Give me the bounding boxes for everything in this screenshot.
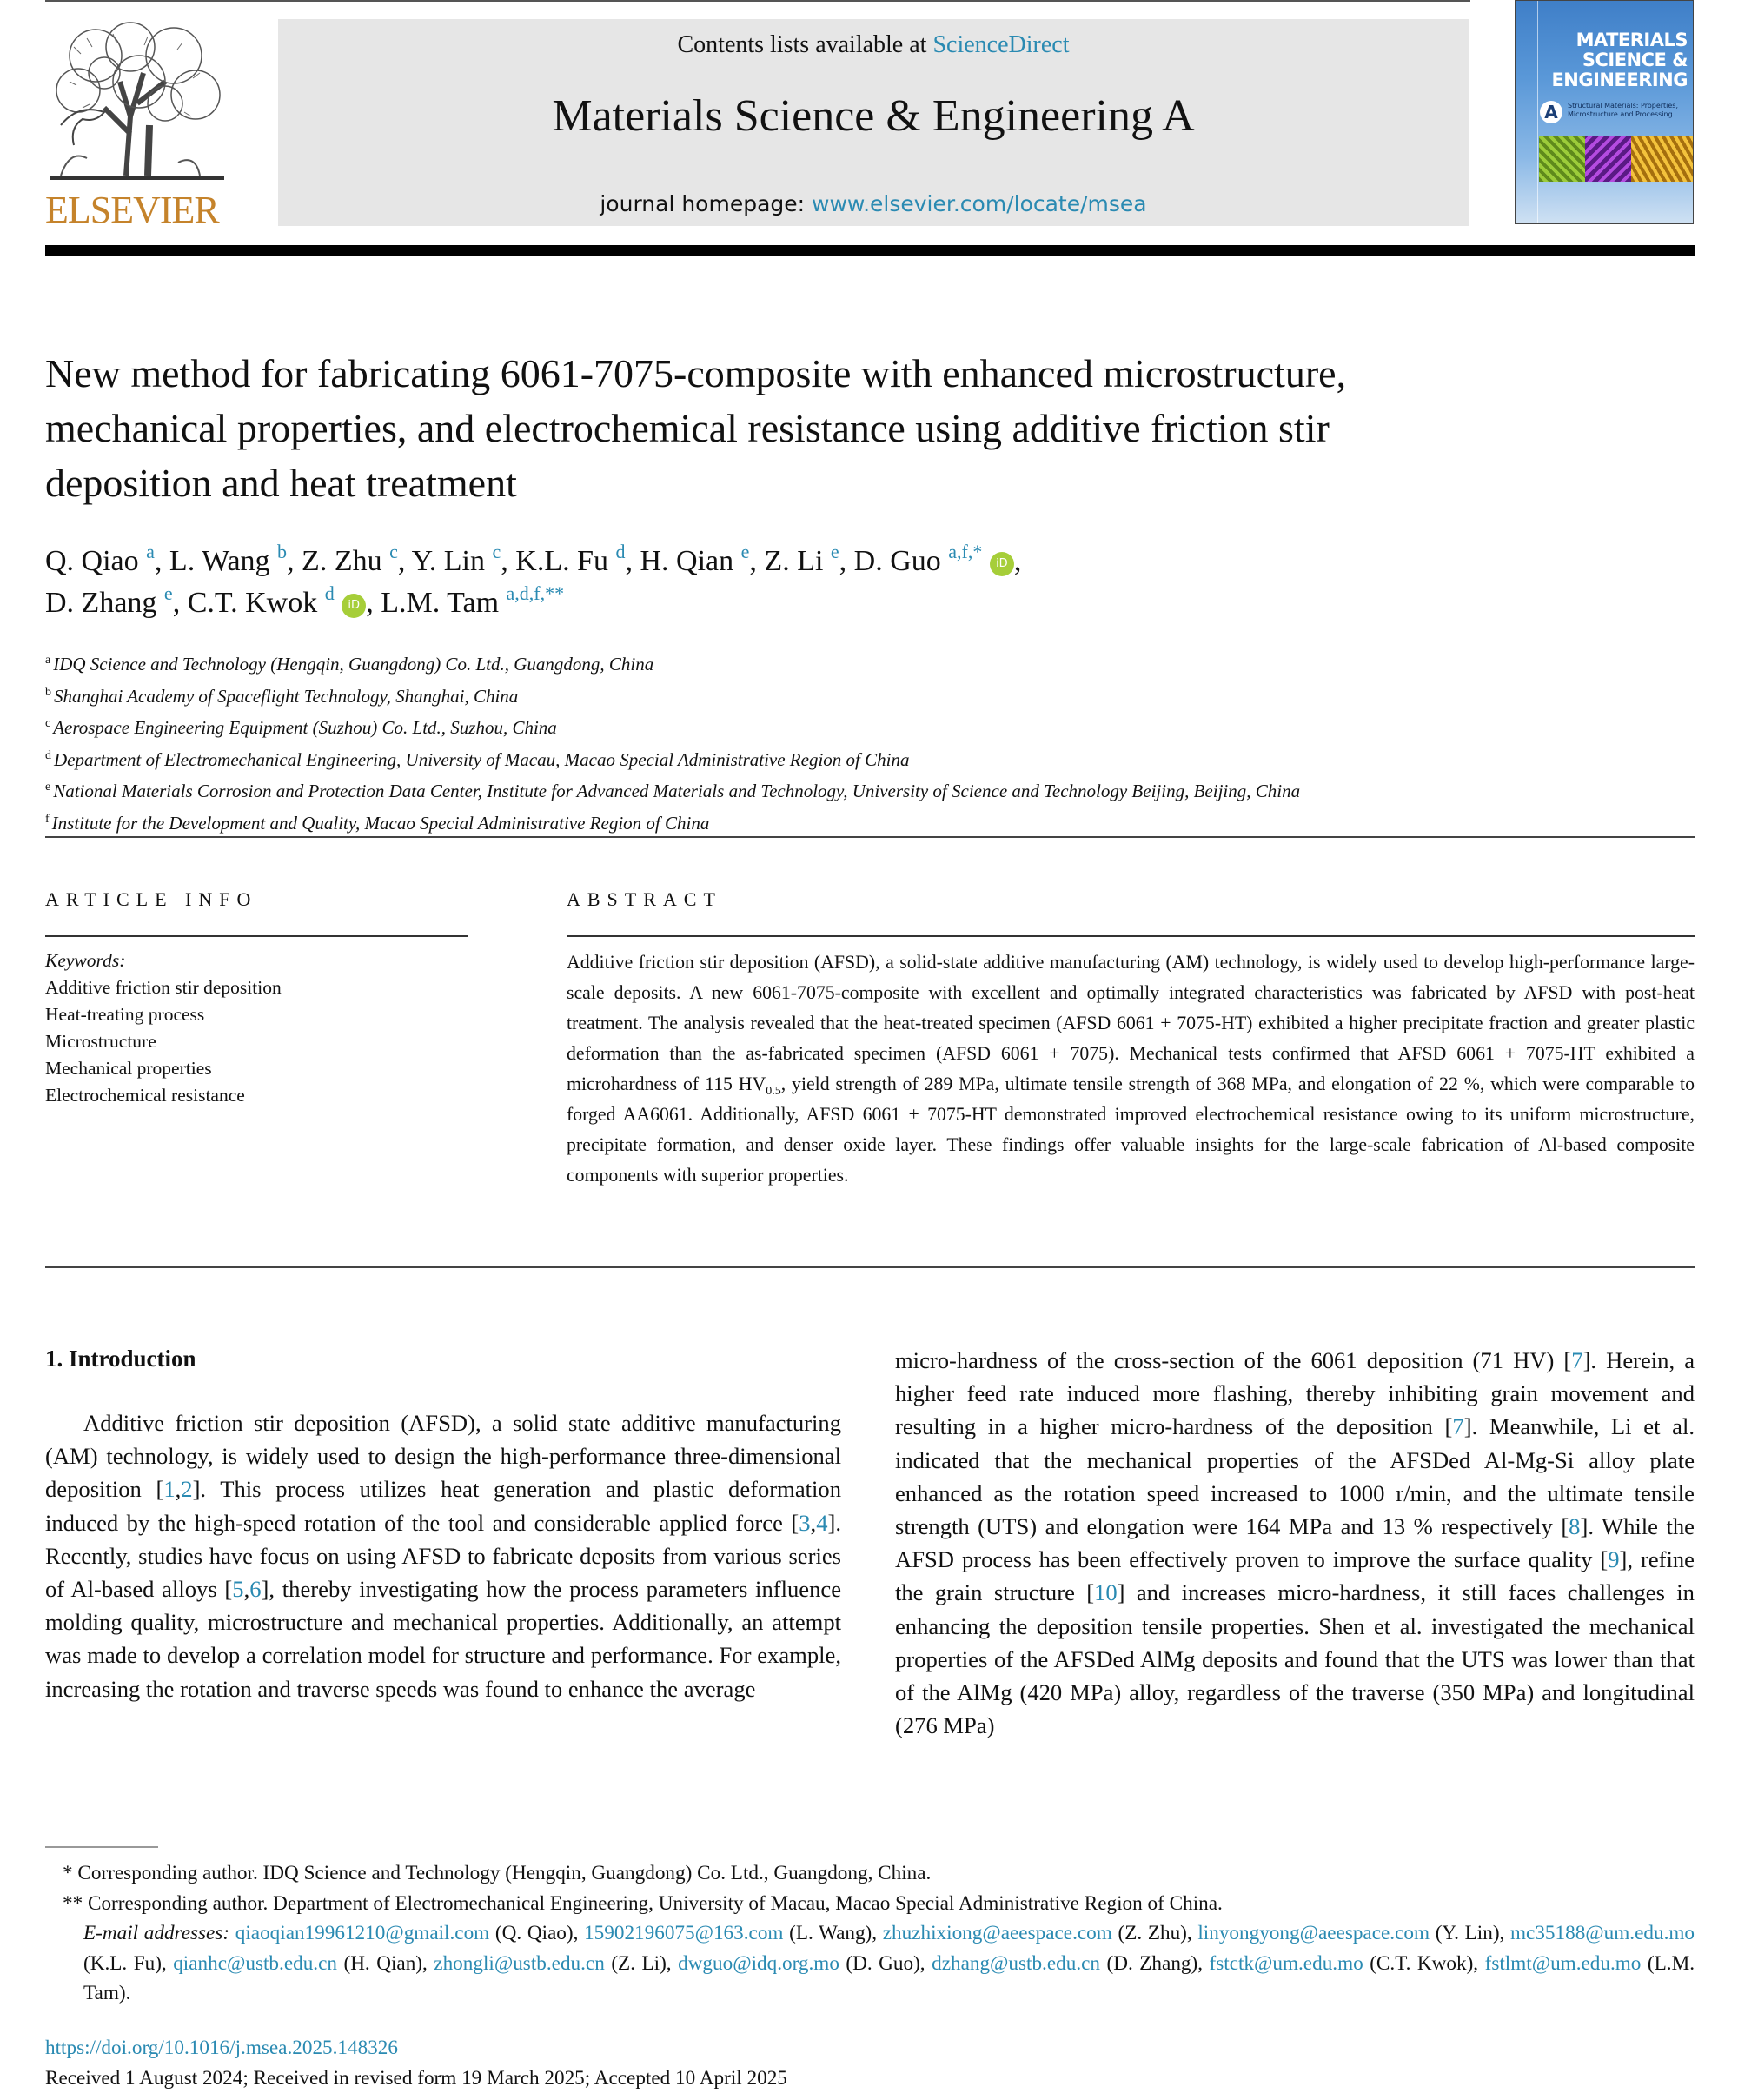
cover-title-line: ENGINEERING xyxy=(1551,70,1688,90)
body-column-left: Additive friction stir deposition (AFSD), a solid state additive manufacturing (AM) technology, is widely used to design the high-performance three-dimensional deposition [1,2]. This process utilizes heat generation and plastic deformation induced by the high-speed rotation of the tool and considerable applied force [3,4]. Recently, studies have focus on using AFSD to fabricate deposits from various series of Al-based alloys [5,6], thereby investigating how the process parameters influence molding quality, microstructure and mechanical properties. Additionally, an attempt was made to develop a correlation model for structure and performance. For example, increasing the rotation and traverse speeds was found to enhance the average xyxy=(45,1410,841,1702)
email-link[interactable]: qiaoqian19961210@gmail.com xyxy=(235,1922,490,1944)
top-rule xyxy=(45,0,1470,2)
author-name[interactable]: D. Guo xyxy=(853,545,941,577)
affiliation-item xyxy=(45,742,1609,774)
doi-link[interactable]: https://doi.org/10.1016/j.msea.2025.148326 xyxy=(45,2037,398,2059)
affiliation-text: Aerospace Engineering Equipment (Suzhou) Co. Ltd., Suzhou, China xyxy=(53,717,557,738)
cover-micrograph-purple xyxy=(1585,136,1631,182)
email-link[interactable]: zhuzhixiong@aeespace.com xyxy=(882,1922,1112,1944)
cover-title-line: SCIENCE & xyxy=(1582,50,1688,70)
keyword[interactable]: Additive friction stir deposition xyxy=(45,977,282,998)
orcid-icon[interactable]: iD xyxy=(990,552,1014,576)
keywords-block xyxy=(45,947,480,1109)
section-rule xyxy=(45,1266,1695,1268)
affiliation-marker[interactable]: a,f,* xyxy=(948,541,983,562)
author-name[interactable]: Y. Lin xyxy=(411,545,485,577)
cover-subtitle: Structural Materials: Properties, Microstructure and Processing xyxy=(1568,102,1679,118)
affiliation-marker[interactable]: a,d,f,** xyxy=(506,582,565,604)
abstract-part-1: Additive friction stir deposition (AFSD), a solid-state additive manufacturing (AM) technology, is widely used to develop high-performance large-scale deposits. A new 6061-7075-composite with excellent and optimally integrated characteristics was fabricated by AFSD with post-heat treatment. The analysis revealed that the heat-treated specimen (AFSD 6061 + 7075-HT) exhibited a higher precipitate fraction and greater plastic deformation than the as-fabricated specimen (AFSD 6061 + 7075). Mechanical tests confirmed that AFSD 6061 + 7075-HT exhibited a microhardness of 115 HV xyxy=(567,952,1695,1094)
footnotes xyxy=(45,1858,1695,2009)
header-rule xyxy=(45,245,1695,256)
email-link[interactable]: zhongli@ustb.edu.cn xyxy=(434,1951,605,1975)
email-link[interactable]: dwguo@idq.org.mo xyxy=(678,1951,839,1975)
orcid-icon[interactable]: iD xyxy=(342,594,366,618)
journal-header xyxy=(278,19,1469,226)
citation-link[interactable]: 7 xyxy=(1452,1413,1464,1440)
affiliation-marker[interactable]: e xyxy=(740,541,750,562)
email-link[interactable]: linyongyong@aeespace.com xyxy=(1197,1922,1430,1944)
email-link[interactable]: dzhang@ustb.edu.cn xyxy=(932,1951,1101,1975)
elsevier-wordmark: ELSEVIER xyxy=(45,189,219,231)
citation-link[interactable]: 9 xyxy=(1608,1546,1620,1573)
affiliation-key: f xyxy=(45,812,50,826)
citation-link[interactable]: 7 xyxy=(1571,1347,1583,1373)
affiliation-item xyxy=(45,806,1609,838)
affiliation-marker[interactable]: e xyxy=(830,541,839,562)
author-name[interactable]: Z. Li xyxy=(764,545,824,577)
affiliation-text: IDQ Science and Technology (Hengqin, Guangdong) Co. Ltd., Guangdong, China xyxy=(53,654,654,675)
author-name[interactable]: H. Qian xyxy=(640,545,734,577)
abstract-text xyxy=(567,947,1695,1191)
sciencedirect-link[interactable]: ScienceDirect xyxy=(932,31,1070,58)
citation-link[interactable]: 8 xyxy=(1569,1513,1581,1540)
body-column-right: micro-hardness of the cross-section of the 6061 deposition (71 HV) [7]. Herein, a higher feed rate induced more flashing, thereby inhibiting grain movement and resulting in a higher micro-hardness of the deposition [7]. Meanwhile, Li et al. indicated that the mechanical properties of the AFSDed Al-Mg-Si alloy plate enhanced as the rotation speed increased to 1000 r/min, and the ultimate tensile strength (UTS) and elongation were 164 MPa and 13 % respectively [8]. While the AFSD process has been effectively proven to improve the surface quality [9], refine the grain structure [10] and increases micro-hardness, it still faces challenges in enhancing the deposition tensile properties. Shen et al. investigated the mechanical properties of the AFSDed AlMg deposits and found that the UTS was lower than that of the AlMg (420 MPa) alloy, regardless of the traverse (350 MPa) and longitudinal (276 MPa) xyxy=(895,1347,1695,1739)
cover-micrograph-yellow xyxy=(1631,136,1694,182)
email-link[interactable]: fstctk@um.edu.mo xyxy=(1209,1951,1363,1975)
affiliation-marker[interactable]: c xyxy=(492,541,501,562)
email-link[interactable]: 15902196075@163.com xyxy=(584,1922,784,1944)
author-name[interactable]: L. Wang xyxy=(169,545,270,577)
contents-prefix: Contents lists available at xyxy=(677,31,933,58)
cover-divider xyxy=(1537,1,1538,224)
contents-line xyxy=(278,31,1469,59)
email-link[interactable]: fstlmt@um.edu.mo xyxy=(1484,1951,1642,1975)
author-list: Q. Qiao $^a$, L. Wang $^b$, Z. Zhu $^c$, Y. Lin $^c$, K.L. Fu $^d$, H. Qian $^e$, Z. Li $^e$, D. Guo $^{a,f,*}$ iD , D. Zhang $^e$, C.T. Kwok $^d$ iD , L.M. Tam $^{a,d,f,**}$ xyxy=(45,541,1022,619)
section-heading-introduction: 1. Introduction xyxy=(45,1346,196,1372)
citation-link[interactable]: 2 xyxy=(181,1476,193,1503)
article-info-heading: ARTICLE INFO xyxy=(45,888,258,910)
email-link[interactable]: mc35188@um.edu.mo xyxy=(1510,1922,1695,1944)
article-info-rule xyxy=(45,935,468,937)
homepage-prefix: journal homepage: xyxy=(600,191,813,216)
affiliation-item xyxy=(45,710,1609,742)
citation-link[interactable]: 4 xyxy=(816,1509,828,1536)
elsevier-logo[interactable] xyxy=(43,21,230,229)
affiliation-list xyxy=(45,647,1609,837)
journal-title: Materials Science & Engineering A xyxy=(552,91,1195,141)
affiliation-key: d xyxy=(45,748,51,762)
email-addresses: E-mail addresses: qiaoqian19961210@gmail.com (Q. Qiao), 15902196075@163.com (L. Wang), zhuzhixiong@aeespace.com (Z. Zhu), linyongyong@aeespace.com (Y. Lin), mc35188@um.edu.mo (K.L. Fu), qianhc@ustb.edu.cn (H. Qian), zhongli@ustb.edu.cn (Z. Li), dwguo@idq.org.mo (D. Guo), dzhang@ustb.edu.cn (D. Zhang), fstctk@um.edu.mo (C.T. Kwok), fstlmt@um.edu.mo (L.M. Tam). xyxy=(83,1922,1695,2004)
affiliation-text: Shanghai Academy of Spaceflight Technology, Shanghai, China xyxy=(54,685,519,707)
article-dates: Received 1 August 2024; Received in revised form 19 March 2025; Accepted 10 April 2025 xyxy=(45,2067,787,2090)
affiliation-key: c xyxy=(45,717,51,730)
abstract-heading: ABSTRACT xyxy=(567,888,722,910)
abstract-subscript: 0.5 xyxy=(766,1085,781,1098)
author-name[interactable]: C.T. Kwok xyxy=(187,587,318,619)
affiliation-marker[interactable]: a xyxy=(146,541,155,562)
citation-link[interactable]: 6 xyxy=(249,1576,262,1603)
keyword[interactable]: Mechanical properties xyxy=(45,1058,212,1079)
citation-link[interactable]: 10 xyxy=(1094,1579,1118,1606)
section-rule xyxy=(45,836,1695,838)
footnote-rule xyxy=(45,1846,158,1848)
journal-cover-thumbnail[interactable] xyxy=(1515,0,1694,224)
abstract-part-2: , yield strength of 289 MPa, ultimate tensile strength of 368 MPa, and elongation of 22 %, which were comparable to forged AA6061. Additionally, AFSD 6061 + 7075-HT demonstrated improved electrochemical resistance owing to its uniform microstructure, precipitate formation, and denser oxide layer. These findings offer valuable insights for the large-scale fabrication of Al-based composite components with superior properties. xyxy=(567,1073,1695,1186)
abstract-rule xyxy=(567,935,1695,937)
cover-micrograph-green xyxy=(1539,136,1585,182)
affiliation-text: Institute for the Development and Quality, Macao Special Administrative Region of China xyxy=(51,812,710,834)
author-name[interactable]: D. Zhang xyxy=(45,587,157,619)
affiliation-key: e xyxy=(45,781,51,794)
homepage-line xyxy=(278,191,1469,216)
affiliation-key: b xyxy=(45,685,51,699)
affiliation-key: a xyxy=(45,654,51,667)
citation-link[interactable]: 5 xyxy=(232,1576,244,1603)
citation-link[interactable]: 1 xyxy=(163,1476,176,1503)
keyword[interactable]: Electrochemical resistance xyxy=(45,1085,245,1106)
affiliation-item xyxy=(45,774,1609,806)
email-link[interactable]: qianhc@ustb.edu.cn xyxy=(173,1951,337,1975)
affiliation-item xyxy=(45,679,1609,711)
keyword[interactable]: Microstructure xyxy=(45,1031,156,1052)
affiliation-marker[interactable]: d xyxy=(324,582,335,604)
affiliation-marker[interactable]: d xyxy=(615,541,626,562)
author-name[interactable]: K.L. Fu xyxy=(515,545,608,577)
keyword[interactable]: Heat-treating process xyxy=(45,1004,205,1025)
author-name[interactable]: L.M. Tam xyxy=(381,587,500,619)
affiliation-marker[interactable]: e xyxy=(163,582,173,604)
cover-title-line: MATERIALS xyxy=(1575,30,1688,50)
affiliation-marker[interactable]: b xyxy=(277,541,288,562)
corresponding-author-note-1: * Corresponding author. IDQ Science and Technology (Hengqin, Guangdong) Co. Ltd., Guangdong, China. xyxy=(63,1862,932,1884)
affiliation-item xyxy=(45,647,1609,679)
email-label: E-mail addresses: xyxy=(83,1922,235,1944)
cover-section-letter: A xyxy=(1540,101,1562,123)
keywords-label: Keywords: xyxy=(45,950,126,971)
affiliation-text: Department of Electromechanical Engineering, University of Macau, Macao Special Administrative Region of China xyxy=(54,748,910,770)
affiliation-text: National Materials Corrosion and Protection Data Center, Institute for Advanced Materials and Technology, University of Science and Technology Beijing, Beijing, China xyxy=(53,781,1301,801)
corresponding-author-note-2: ** Corresponding author. Department of Electromechanical Engineering, University of Macau, Macao Special Administrative Region of China. xyxy=(63,1891,1223,1915)
author-name[interactable]: Q. Qiao xyxy=(45,545,139,577)
cover-title xyxy=(1551,30,1688,90)
affiliation-marker[interactable]: c xyxy=(389,541,398,562)
paper-title: New method for fabricating 6061-7075-composite with enhanced microstructure, mechanical properties, and electrochemical resistance using additive friction stir deposition and heat treatment xyxy=(45,351,1347,505)
journal-homepage-link[interactable]: www.elsevier.com/locate/msea xyxy=(812,191,1147,216)
author-name[interactable]: Z. Zhu xyxy=(302,545,382,577)
citation-link[interactable]: 3 xyxy=(799,1509,811,1536)
elsevier-tree-icon xyxy=(43,21,230,186)
